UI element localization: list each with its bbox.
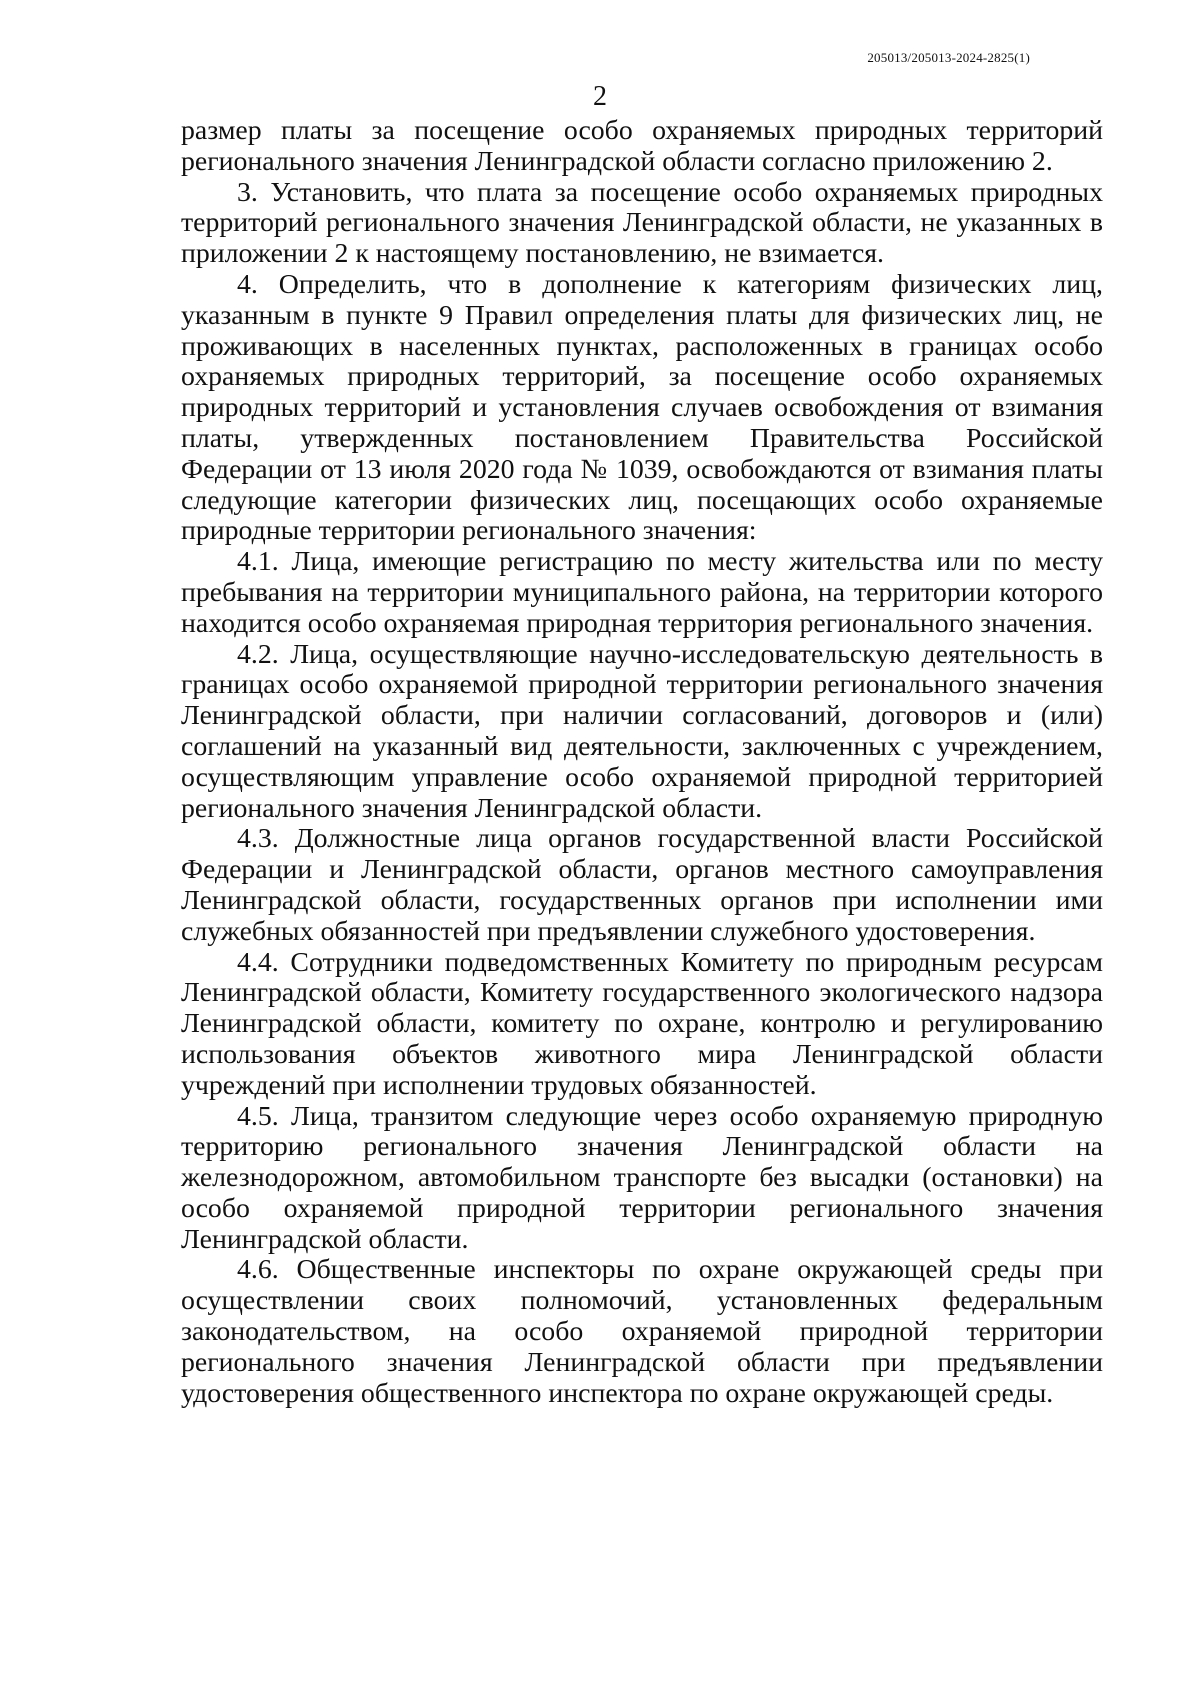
paragraph-item-4-5: 4.5. Лица, транзитом следующие через особо охраняемую природную территорию регионального значения Ленинградской области на железнодорожном, автомобильном транспорте без высадки (остановки) на особо охраняемой природной территории регионального значения Ленинградской области. xyxy=(181,1100,1103,1255)
paragraph-item-4-6: 4.6. Общественные инспекторы по охране окружающей среды при осуществлении своих полномочий, установленных федеральным законодательством, на особо охраняемой природной территории регионального значения Ленинградской области при предъявлении удостоверения общественного инспектора по охране окружающей среды. xyxy=(181,1254,1103,1409)
paragraph-item-4: 4. Определить, что в дополнение к категориям физических лиц, указанным в пункте 9 Правил определения платы для физических лиц, не проживающих в населенных пунктах, расположенных в границах особо охраняемых природных территорий, за посещение особо охраняемых природных территорий и установления случаев освобождения от взимания платы, утвержденных постановлением Правительства Российской Федерации от 13 июля 2020 года № 1039, освобождаются от взимания платы следующие категории физических лиц, посещающих особо охраняемые природные территории регионального значения: xyxy=(181,268,1103,547)
paragraph-item-4-4: 4.4. Сотрудники подведомственных Комитету по природным ресурсам Ленинградской области, Комитету государственного экологического надзора Ленинградской области, комитету по охране, контролю и регулированию использования объектов животного мира Ленинградской области учреждений при исполнении трудовых обязанностей. xyxy=(181,946,1103,1101)
paragraph-continuation: размер платы за посещение особо охраняемых природных территорий регионального значения Ленинградской области согласно приложению 2. xyxy=(181,115,1103,177)
page-number: 2 xyxy=(593,81,607,112)
document-body xyxy=(181,116,1103,1409)
paragraph-item-3: 3. Установить, что плата за посещение особо охраняемых природных территорий регионального значения Ленинградской области, не указанных в приложении 2 к настоящему постановлению, не взимается. xyxy=(181,176,1103,270)
paragraph-item-4-2: 4.2. Лица, осуществляющие научно-исследовательскую деятельность в границах особо охраняемой природной территории регионального значения Ленинградской области, при наличии согласований, договоров и (или) соглашений на указанный вид деятельности, заключенных с учреждением, осуществляющим управление особо охраняемой природной территорией регионального значения Ленинградской области. xyxy=(181,638,1103,824)
paragraph-item-4-1: 4.1. Лица, имеющие регистрацию по месту жительства или по месту пребывания на территории муниципального района, на территории которого находится особо охраняемая природная территория регионального значения. xyxy=(181,546,1103,639)
document-id: 205013/205013-2024-2825(1) xyxy=(867,50,1030,65)
paragraph-item-4-3: 4.3. Должностные лица органов государственной власти Российской Федерации и Ленинградской области, органов местного самоуправления Ленинградской области, государственных органов при исполнении ими служебных обязанностей при предъявлении служебного удостоверения. xyxy=(181,823,1103,947)
